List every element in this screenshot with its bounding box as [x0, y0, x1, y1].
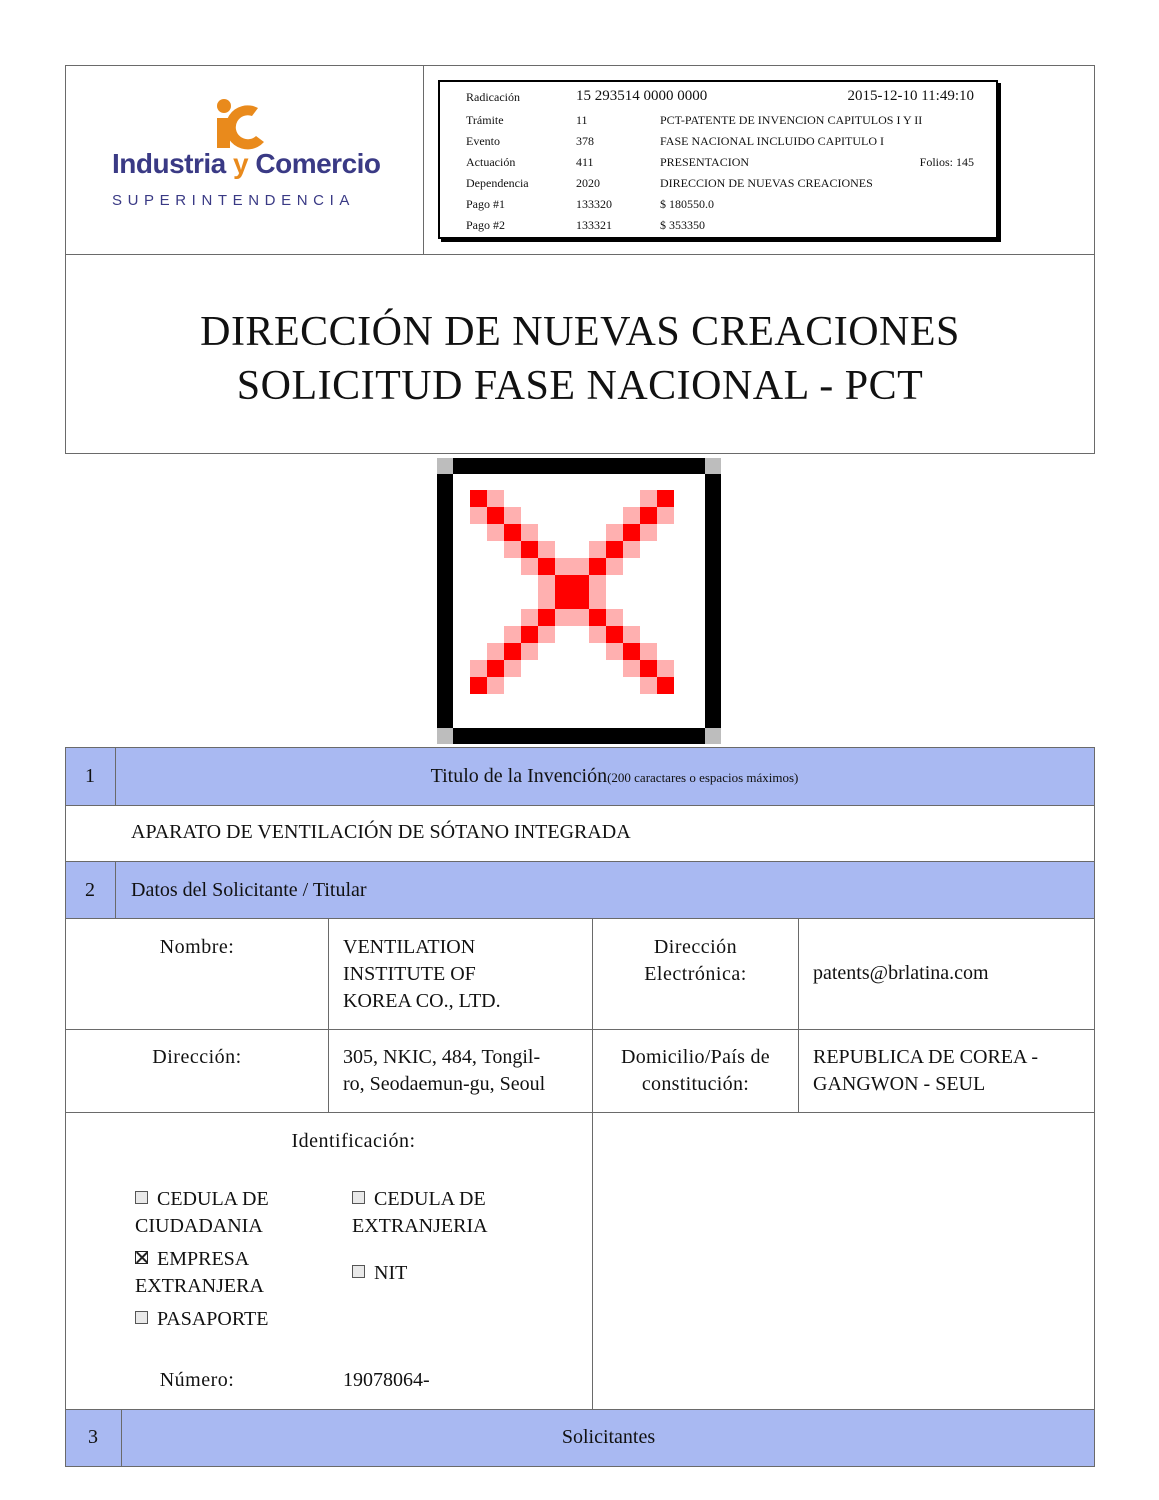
domicilio-label: Domicilio/País de constitución:	[621, 1046, 770, 1095]
email-label: Dirección Electrónica:	[644, 936, 747, 985]
section-1-number: 1	[85, 765, 95, 787]
section-3-title: Solicitantes	[561, 1426, 656, 1448]
sic-logo-icon	[206, 96, 276, 156]
invention-title-value: APARATO DE VENTILACIÓN DE SÓTANO INTEGRADA	[131, 821, 631, 843]
title-line-2: SOLICITUD FASE NACIONAL - PCT	[236, 363, 924, 409]
option-cedula-extranjeria[interactable]: CEDULA DE EXTRANJERIA	[352, 1188, 488, 1237]
domicilio-value: REPUBLICA DE COREA - GANGWON - SEUL	[813, 1046, 1039, 1095]
logo-wordmark: Industria y Comercio	[112, 148, 381, 179]
rad-row-evento: Evento 378 FASE NACIONAL INCLUIDO CAPITULO I	[466, 134, 884, 148]
document-title	[66, 255, 1094, 453]
folios-count: Folios: 145	[919, 155, 974, 169]
numero-label: Número:	[159, 1369, 235, 1391]
direccion-label: Dirección:	[152, 1046, 242, 1068]
section-2-number: 2	[85, 879, 95, 901]
email-value: patents@brlatina.com	[813, 962, 989, 984]
nombre-value: VENTILATION INSTITUTE OF KOREA CO., LTD.	[343, 936, 501, 1012]
checkbox-empresa-extranjera-checked[interactable]	[135, 1251, 148, 1264]
checkbox-cedula-extranjeria[interactable]	[352, 1191, 365, 1204]
identificacion-label: Identificación:	[291, 1130, 416, 1152]
sic-logo	[66, 66, 423, 254]
option-pasaporte[interactable]: PASAPORTE	[135, 1306, 268, 1333]
radicacion-datetime: 2015-12-10 11:49:10	[847, 88, 974, 104]
checkbox-pasaporte[interactable]	[135, 1311, 148, 1324]
logo-subtitle: SUPERINTENDENCIA	[112, 192, 355, 209]
broken-image-icon	[437, 458, 721, 744]
option-empresa-extranjera[interactable]: EMPRESA EXTRANJERA	[135, 1248, 264, 1297]
checkbox-nit[interactable]	[352, 1265, 365, 1278]
section-1-title: Titulo de la Invención(200 caractares o espacios máximos)	[430, 765, 799, 787]
option-cedula-ciudadania[interactable]: CEDULA DE CIUDADANIA	[135, 1188, 269, 1237]
numero-value: 19078064-	[343, 1369, 430, 1391]
option-nit[interactable]: NIT	[352, 1260, 407, 1287]
checkbox-cedula-ciudadania[interactable]	[135, 1191, 148, 1204]
radicacion-stamp	[438, 80, 998, 239]
title-line-1: DIRECCIÓN DE NUEVAS CREACIONES	[200, 309, 960, 355]
radicacion-label: Radicación	[466, 90, 520, 104]
nombre-label: Nombre:	[159, 936, 235, 958]
direccion-value: 305, NKIC, 484, Tongil- ro, Seodaemun-gu, Seoul	[343, 1046, 546, 1095]
section-3-number: 3	[88, 1426, 98, 1448]
rad-row-tramite: Trámite 11 PCT-PATENTE DE INVENCION CAPITULOS I Y II	[466, 113, 923, 127]
rad-row-actuacion: Actuación 411 PRESENTACION Folios: 145	[466, 155, 974, 169]
rad-row-pago-1: Pago #1 133320 $ 180550.0	[466, 197, 714, 211]
radicacion-number: 15 293514 0000 0000	[576, 88, 708, 104]
section-1-note: (200 caractares o espacios máximos)	[607, 770, 799, 785]
section-2-title: Datos del Solicitante / Titular	[131, 879, 367, 901]
rad-row-pago-2: Pago #2 133321 $ 353350	[466, 218, 705, 232]
rad-row-dependencia: Dependencia 2020 DIRECCION DE NUEVAS CREACIONES	[466, 176, 873, 190]
